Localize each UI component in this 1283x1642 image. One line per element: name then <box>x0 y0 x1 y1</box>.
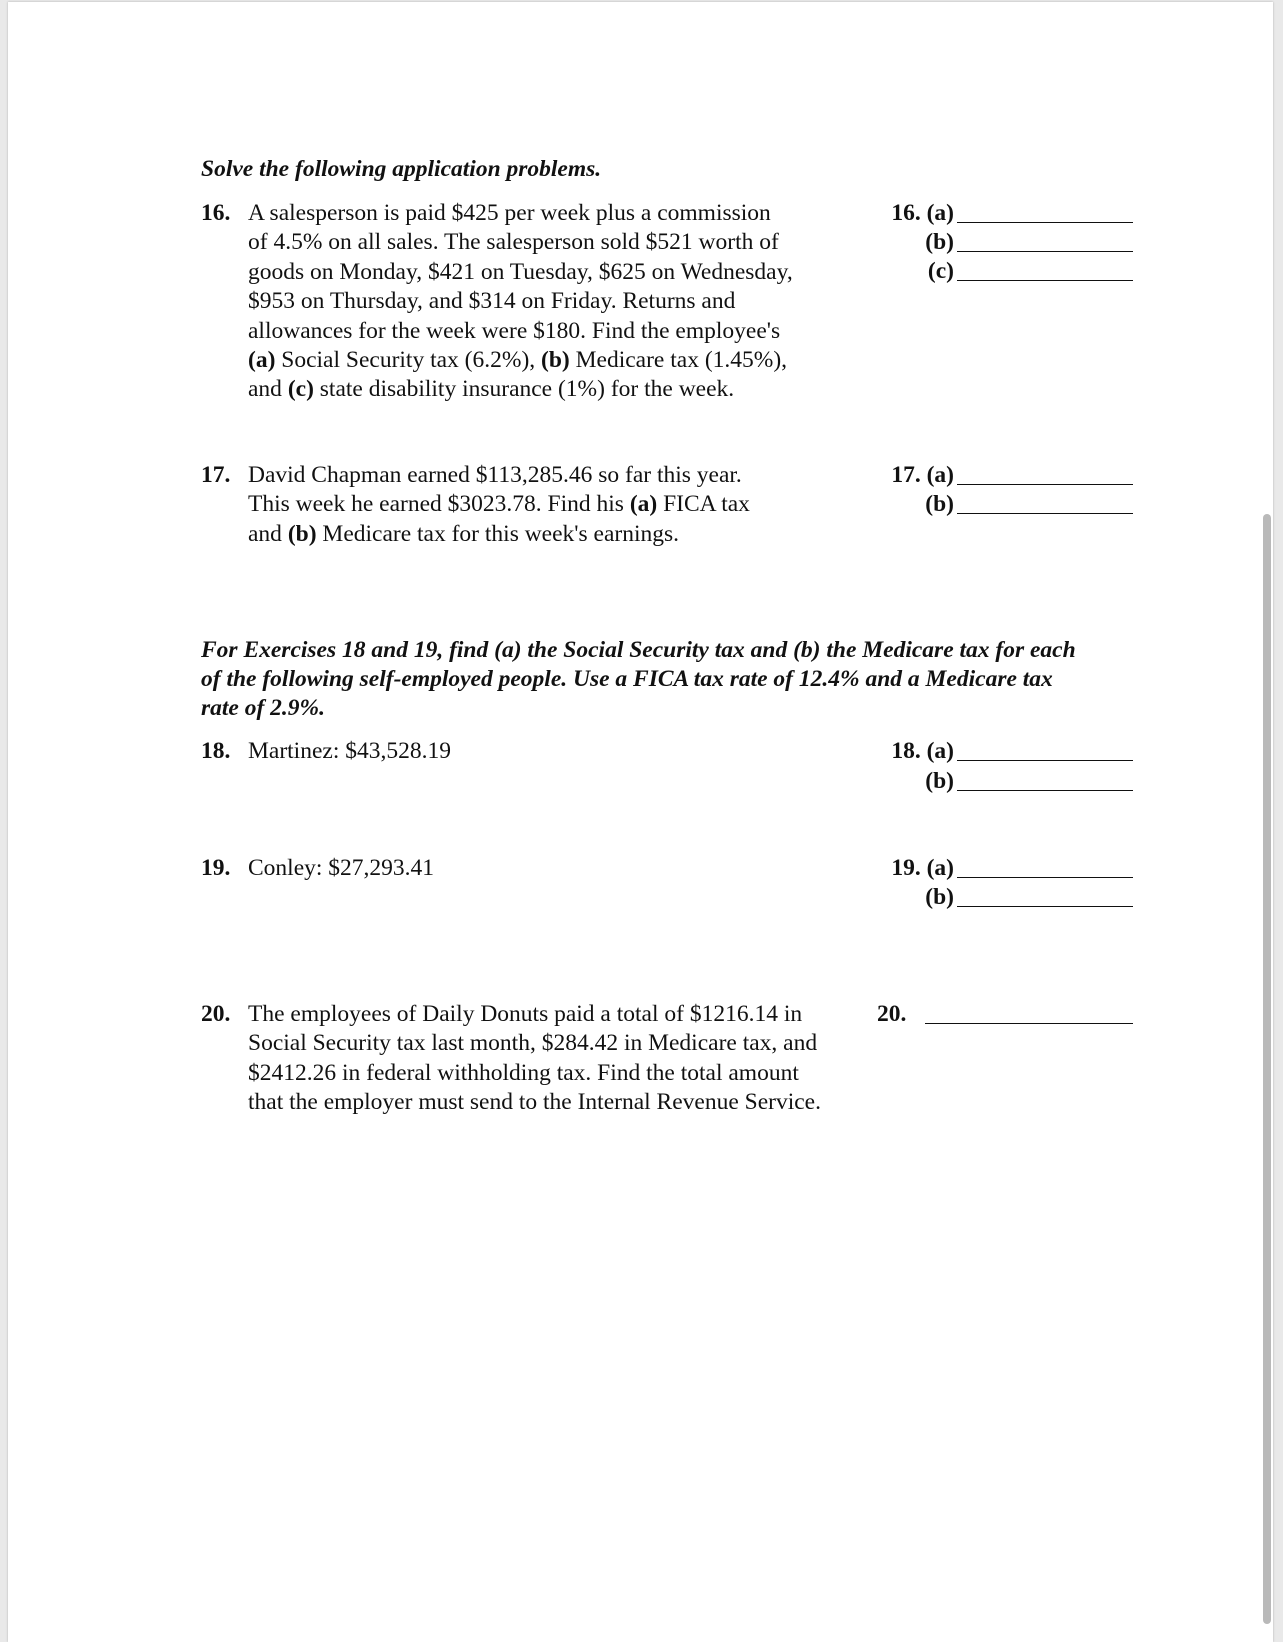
part-label: (a) <box>248 347 276 374</box>
answer-label: (b) <box>925 768 954 794</box>
answer-label: 18. (a) <box>891 738 954 764</box>
question-number: 19. <box>201 855 231 881</box>
text-line: of 4.5% on all sales. The salesperson sold $521 worth of <box>248 229 779 256</box>
text-line: $953 on Thursday, and $314 on Friday. Returns and <box>248 288 736 315</box>
section-instructions: Solve the following application problems. <box>201 156 602 182</box>
text-line: Social Security tax last month, $284.42 in Medicare tax, and <box>248 1030 818 1057</box>
text-line: goods on Monday, $421 on Tuesday, $625 on Wednesday, <box>248 258 793 285</box>
answer-label: 16. (a) <box>891 200 954 226</box>
question-number: 18. <box>201 738 231 764</box>
text-segment: Medicare tax (1.45%), <box>569 347 788 374</box>
text-segment: and <box>248 376 288 403</box>
part-label: (c) <box>287 376 314 403</box>
text-segment: FICA tax <box>657 491 750 518</box>
answer-label: (c) <box>927 258 954 284</box>
text-line: that the employer must send to the Internal Revenue Service. <box>248 1089 821 1116</box>
text-line: $2412.26 in federal withholding tax. Find the total amount <box>248 1059 799 1086</box>
text-line: A salesperson is paid $425 per week plus a commission <box>248 200 771 226</box>
text-segment: state disability insurance (1%) for the week. <box>313 376 735 403</box>
text-line: allowances for the week were $180. Find the employee's <box>248 317 781 344</box>
question-text: Conley: $27,293.41 <box>248 855 435 881</box>
exercise-instructions <box>201 636 1076 723</box>
answer-label: (b) <box>925 491 954 517</box>
answer-label: (b) <box>925 229 954 255</box>
answer-label: 19. (a) <box>891 855 954 881</box>
question-text <box>248 1000 821 1118</box>
answer-label: (b) <box>925 884 954 910</box>
text-line: The employees of Daily Donuts paid a total of $1216.14 in <box>248 1001 803 1027</box>
question-text <box>248 199 793 405</box>
part-label: (b) <box>541 347 570 374</box>
worksheet-page <box>8 2 1273 1642</box>
text-segment: and <box>248 520 288 547</box>
question-text <box>248 461 750 549</box>
instruction-line: rate of 2.9%. <box>201 695 326 721</box>
question-number: 20. <box>201 1001 231 1027</box>
text-line: David Chapman earned $113,285.46 so far this year. <box>248 462 742 488</box>
question-number: 16. <box>201 200 231 226</box>
text-line <box>248 490 750 519</box>
answer-label: 17. (a) <box>891 462 954 488</box>
question-number: 17. <box>201 462 231 488</box>
answer-label: 20. <box>877 1001 907 1027</box>
instruction-line: For Exercises 18 and 19, find (a) the Social Security tax and (b) the Medicare tax for each <box>201 637 1076 663</box>
text-line <box>248 520 750 549</box>
part-label: (b) <box>287 520 317 547</box>
question-text: Martinez: $43,528.19 <box>248 738 451 764</box>
instruction-line: of the following self-employed people. Use a FICA tax rate of 12.4% and a Medicare tax <box>201 666 1053 692</box>
part-label: (a) <box>629 491 658 518</box>
vertical-scrollbar[interactable] <box>1263 514 1271 1624</box>
text-line <box>248 346 793 375</box>
text-segment: Social Security tax (6.2%), <box>275 347 542 374</box>
text-segment: Medicare tax for this week's earnings. <box>316 520 680 547</box>
text-line <box>248 375 793 404</box>
text-segment: This week he earned $3023.78. Find his <box>248 491 630 518</box>
